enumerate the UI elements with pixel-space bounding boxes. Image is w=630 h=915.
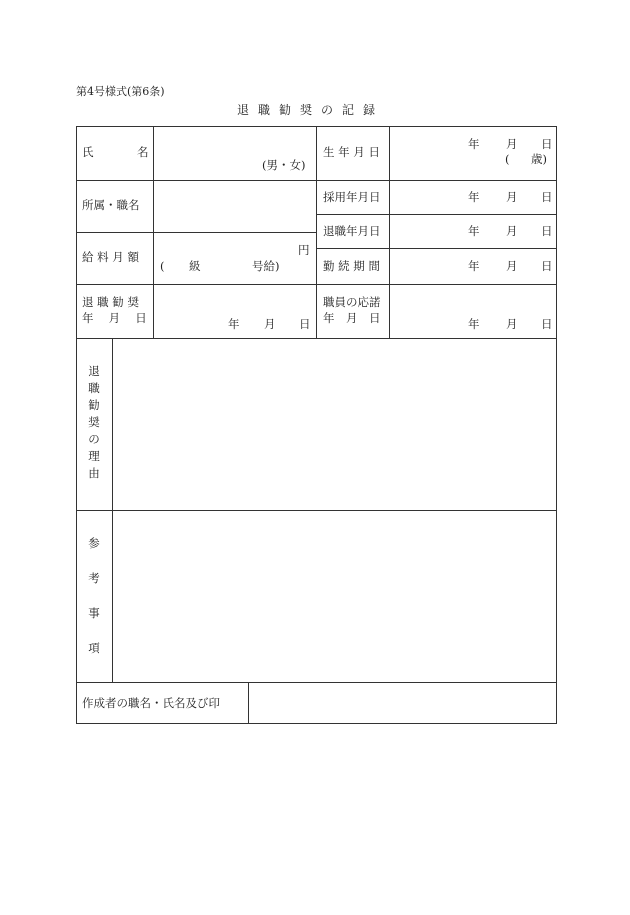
recommendation-year: 年: [228, 317, 240, 331]
retire-day: 日: [541, 224, 553, 238]
hire-day: 日: [541, 190, 553, 204]
hire-year: 年: [468, 190, 480, 204]
hire-date-label: 採用年月日: [323, 190, 381, 204]
response-month: 月: [506, 317, 518, 331]
yen-unit: 円: [298, 243, 310, 257]
affiliation-label: 所属・職名: [82, 198, 140, 212]
grade-kyu: 級: [189, 259, 201, 273]
service-month: 月: [506, 259, 518, 273]
recommendation-date-label-2: 年 月 日: [82, 311, 147, 325]
notes-char: 項: [88, 641, 100, 655]
response-label-2: 年 月 日: [323, 311, 381, 325]
response-day: 日: [541, 317, 553, 331]
notes-char: 考: [88, 571, 100, 585]
service-period-label: 勤 続 期 間: [323, 259, 380, 273]
gender-field: (男・女): [262, 158, 306, 172]
birth-date-label: 生 年 月 日: [323, 145, 380, 159]
author-label: 作成者の職名・氏名及び印: [82, 696, 220, 710]
reason-char: 由: [88, 466, 100, 480]
reason-char: 退: [88, 364, 100, 378]
reason-char: の: [88, 432, 100, 446]
recommendation-month: 月: [264, 317, 276, 331]
hire-month: 月: [506, 190, 518, 204]
form-number: 第4号様式(第6条): [76, 85, 165, 98]
response-year: 年: [468, 317, 480, 331]
retire-month: 月: [506, 224, 518, 238]
reason-char: 奨: [88, 415, 100, 429]
reason-char: 理: [88, 449, 100, 463]
salary-label: 給 料 月 額: [82, 250, 139, 264]
document-title: 退職勧奨の記録: [237, 103, 385, 117]
reason-char: 勧: [88, 398, 100, 412]
name-label-a: 氏: [82, 145, 94, 159]
retire-date-label: 退職年月日: [323, 224, 381, 238]
age-open: (: [505, 152, 510, 166]
age-label: 歳): [531, 152, 547, 166]
response-label: 職員の応諾: [323, 295, 381, 309]
service-year: 年: [468, 259, 480, 273]
recommendation-date-label: 退 職 勧 奨: [82, 295, 139, 309]
grade-go: 号給): [252, 259, 280, 273]
birth-day: 日: [541, 137, 553, 151]
grade-open: (: [160, 259, 165, 273]
retire-year: 年: [468, 224, 480, 238]
notes-char: 事: [88, 606, 100, 620]
birth-year: 年: [468, 137, 480, 151]
birth-month: 月: [506, 137, 518, 151]
service-day: 日: [541, 259, 553, 273]
name-label-b: 名: [137, 145, 149, 159]
recommendation-day: 日: [299, 317, 311, 331]
notes-char: 参: [88, 536, 100, 550]
reason-char: 職: [88, 381, 100, 395]
